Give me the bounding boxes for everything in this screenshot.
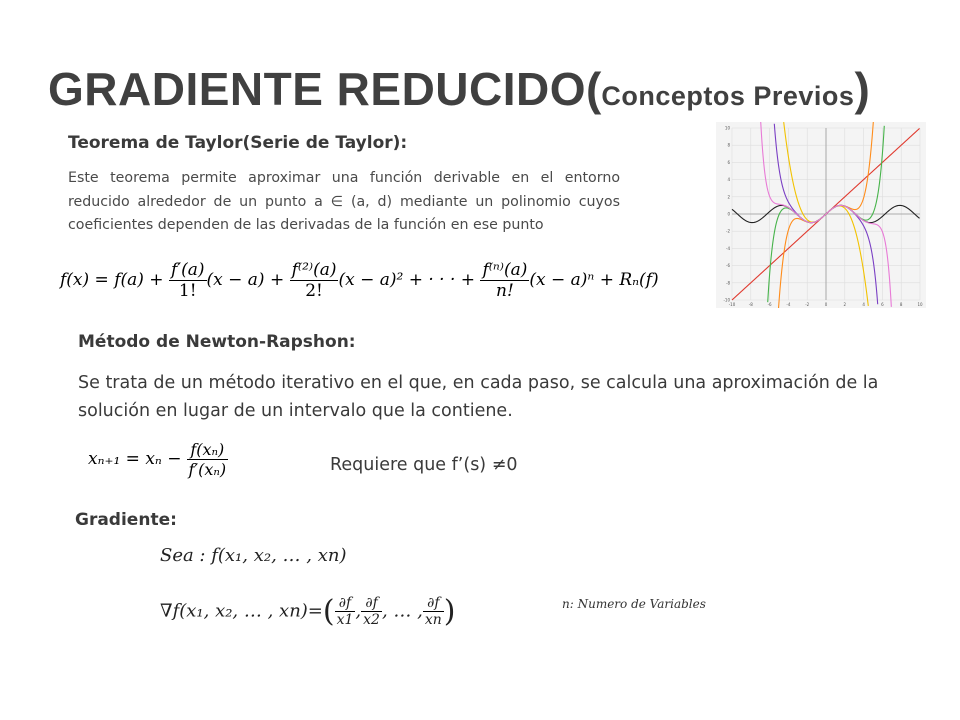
gradient-dots: , … , <box>381 600 423 622</box>
taylor-approximation-graph <box>716 122 926 308</box>
taylor-description: Este teorema permite aproximar una función derivable en el entorno reducido alrededor de un punto a ∈ (a, d) mediante un polinomio cuyos coeficientes dependen de las derivadas de la función en ese punto <box>68 170 620 233</box>
taylor-heading: Teorema de Taylor(Serie de Taylor): <box>68 133 408 153</box>
taylor-formula-lhs: f(x) = f(a) + <box>60 270 164 290</box>
gradient-formula <box>160 594 456 629</box>
x-tick-label: 10 <box>917 302 923 307</box>
newton-fraction: $\frac{\text{f(xₙ)}}{\text{f′(xₙ)}}$ <box>188 440 227 479</box>
partial-xn: $\frac{\partial f}{xn}$ <box>424 595 442 628</box>
y-tick-label: -6 <box>726 263 730 269</box>
taylor-term-1: $\frac{f'(a)}{1!}$ <box>170 260 205 301</box>
title-subtitle: Conceptos Previos <box>601 81 855 111</box>
gradient-function-definition: Sea : f(x₁, x₂, … , xn) <box>160 545 347 566</box>
y-tick-label: 2 <box>727 194 730 200</box>
gradient-comma: , <box>355 600 362 622</box>
y-tick-label: -8 <box>726 280 730 286</box>
taylor-term-n: $\frac{\text{f⁽ⁿ⁾(a)}}{n!}$ <box>482 260 528 301</box>
y-tick-label: -10 <box>723 297 730 303</box>
x-tick-label: 4 <box>862 302 865 307</box>
newton-formula-lhs: xₙ₊₁ = xₙ − <box>88 449 182 469</box>
partial-x1: $\frac{\partial f}{x1}$ <box>336 595 354 628</box>
x-tick-label: -6 <box>767 302 772 307</box>
partial-x2: $\frac{\partial f}{x2}$ <box>363 595 380 628</box>
y-tick-label: 4 <box>727 177 730 183</box>
variables-note: n: Numero de Variables <box>562 597 706 611</box>
y-tick-label: -2 <box>726 228 730 234</box>
x-tick-label: 8 <box>899 302 903 307</box>
taylor-term-2: $\frac{\text{f⁽²⁾(a)}}{2!}$ <box>291 260 337 301</box>
page-title <box>48 62 870 116</box>
gradient-heading: Gradiente: <box>75 510 177 530</box>
y-tick-label: 8 <box>727 142 730 148</box>
gradient-paren-open: ( <box>322 594 335 629</box>
gradient-formula-lhs: ∇f(x₁, x₂, … , xn)= <box>160 600 323 622</box>
taylor-term-n-tail: (x − a)ⁿ + Rₙ(f) <box>529 270 659 290</box>
newton-formula <box>88 440 228 479</box>
title-paren-open: ( <box>586 63 602 115</box>
x-tick-label: 6 <box>881 302 884 307</box>
newton-requirement: Requiere que f’(s) ≠0 <box>330 455 518 475</box>
x-tick-label: -10 <box>728 302 736 307</box>
y-tick-label: 6 <box>727 159 730 165</box>
title-paren-close: ) <box>854 63 870 115</box>
taylor-term-2-tail: (x − a)² + · · · + <box>338 270 476 290</box>
x-tick-label: -8 <box>748 302 753 307</box>
y-tick-label: 0 <box>727 211 730 217</box>
x-tick-label: 0 <box>824 302 828 307</box>
taylor-graph-svg <box>716 122 926 308</box>
x-tick-label: -2 <box>805 302 810 307</box>
taylor-formula <box>60 260 659 301</box>
title-main: GRADIENTE REDUCIDO <box>48 63 587 115</box>
gradient-paren-close: ) <box>443 594 456 629</box>
y-tick-label: 10 <box>724 125 730 131</box>
x-tick-label: 2 <box>843 302 847 307</box>
x-tick-label: -4 <box>786 302 791 307</box>
newton-description: Se trata de un método iterativo en el que, en cada paso, se calcula una aproximación de la solución en lugar de un intervalo que la contiene. <box>78 373 879 421</box>
taylor-term-1-tail: (x − a) + <box>206 270 285 290</box>
y-tick-label: -4 <box>726 245 730 251</box>
newton-heading: Método de Newton-Rapshon: <box>78 332 356 352</box>
